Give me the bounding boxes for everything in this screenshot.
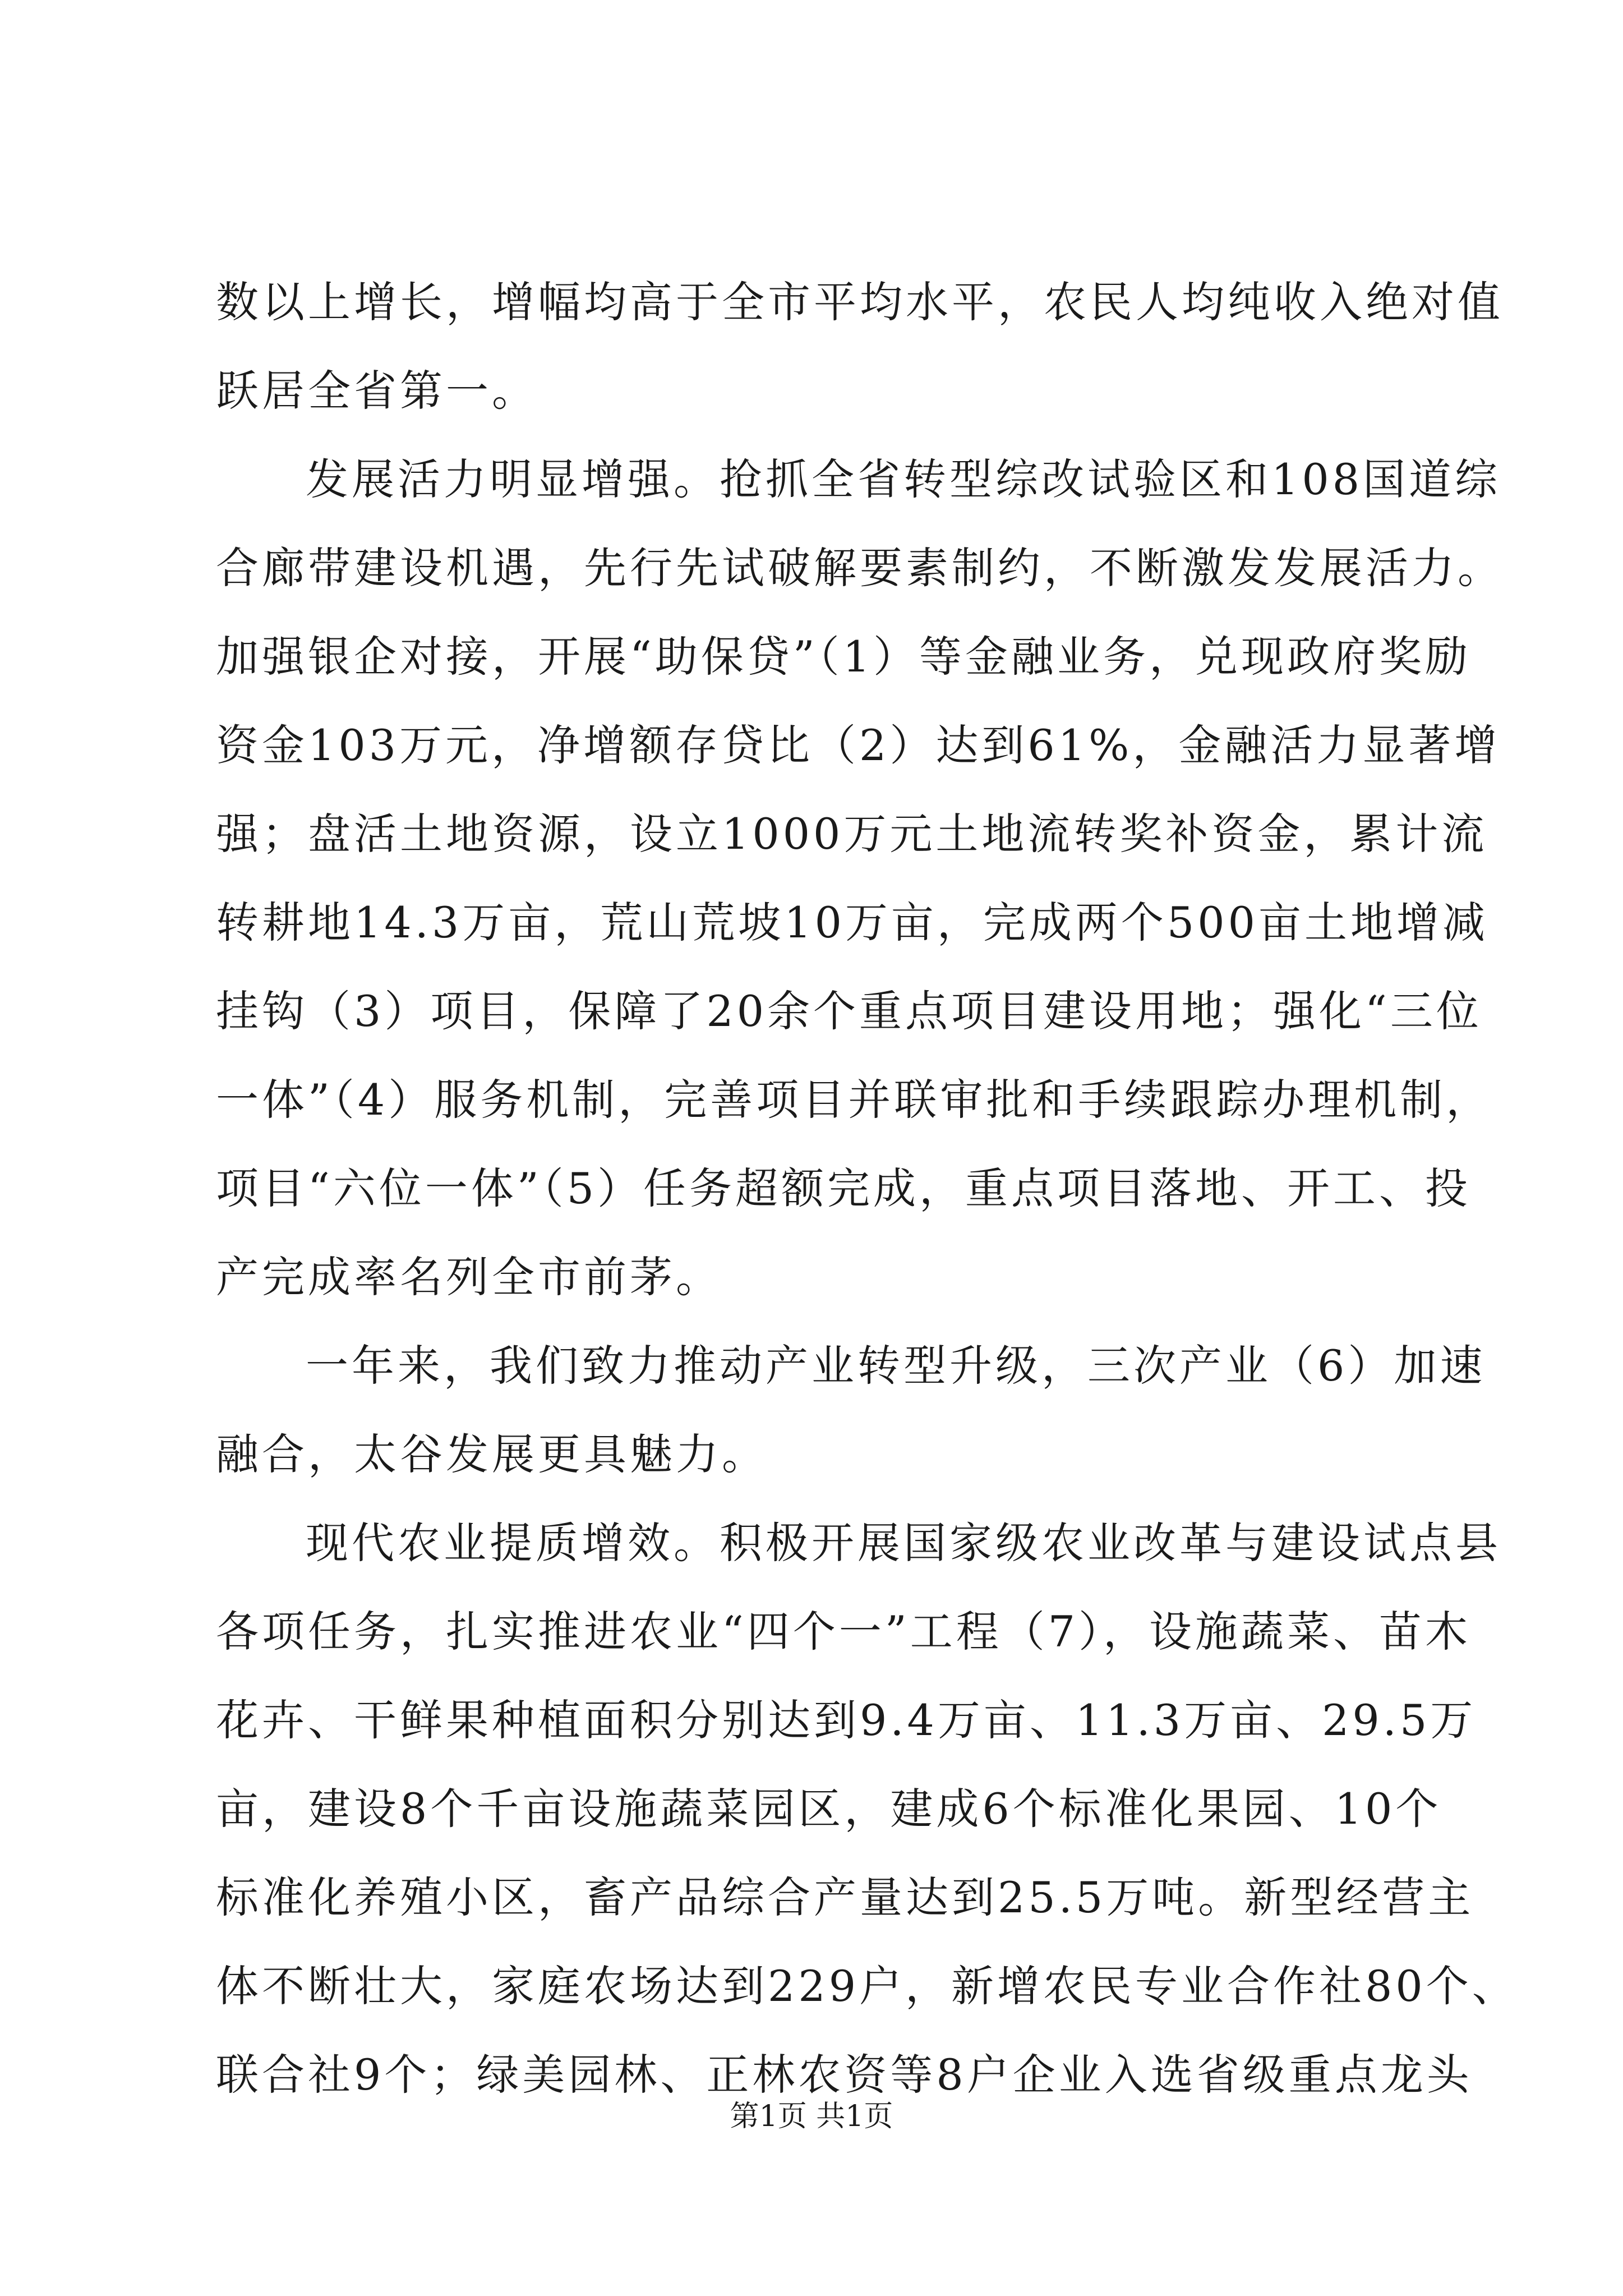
paragraph-line: 资金103万元，净增额存贷比（2）达到61%，金融活力显著增 — [216, 720, 1501, 770]
paragraph-line: 跃居全省第一。 — [216, 366, 538, 416]
paragraph-line: 项目“六位一体”（5）任务超额完成，重点项目落地、开工、投 — [216, 1163, 1472, 1213]
paragraph-line: 亩，建设8个千亩设施蔬菜园区，建成6个标准化果园、10个 — [216, 1784, 1442, 1834]
paragraph-line: 体不断壮大，家庭农场达到229户，新增农民专业合作社80个、 — [216, 1961, 1518, 2011]
paragraph-line: 标准化养殖小区，畜产品综合产量达到25.5万吨。新型经营主 — [216, 1872, 1474, 1922]
paragraph-line: 强；盘活土地资源，设立1000万元土地流转奖补资金，累计流 — [216, 809, 1488, 859]
paragraph-line: 联合社9个；绿美园林、正林农资等8户企业入选省级重点龙头 — [216, 2050, 1473, 2100]
paragraph-line: 发展活力明显增强。抢抓全省转型综改试验区和108国道综 — [306, 454, 1501, 504]
paragraph-line: 一年来，我们致力推动产业转型升级，三次产业（6）加速 — [306, 1341, 1486, 1391]
paragraph-line: 现代农业提质增效。积极开展国家级农业改革与建设试点县 — [306, 1518, 1501, 1568]
page-number-footer: 第1页 共1页 — [730, 2100, 893, 2133]
paragraph-line: 转耕地14.3万亩，荒山荒坡10万亩，完成两个500亩土地增减 — [216, 898, 1488, 947]
paragraph-line: 挂钩（3）项目，保障了20余个重点项目建设用地；强化“三位 — [216, 986, 1482, 1036]
paragraph-line: 各项任务，扎实推进农业“四个一”工程（7），设施蔬菜、苗木 — [216, 1607, 1472, 1657]
paragraph-line: 花卉、干鲜果种植面积分别达到9.4万亩、11.3万亩、29.5万 — [216, 1695, 1477, 1745]
document-body — [216, 258, 1518, 2119]
paragraph-line: 数以上增长，增幅均高于全市平均水平，农民人均纯收入绝对值 — [216, 277, 1504, 327]
paragraph-line: 加强银企对接，开展“助保贷”（1）等金融业务，兑现政府奖励 — [216, 632, 1472, 682]
paragraph-line: 合廊带建设机遇，先行先试破解要素制约，不断激发发展活力。 — [216, 543, 1504, 593]
paragraph-line: 产完成率名列全市前茅。 — [216, 1252, 722, 1302]
paragraph-line: 一体”（4）服务机制，完善项目并联审批和手续跟踪办理机制， — [216, 1075, 1492, 1125]
paragraph-line: 融合，太谷发展更具魅力。 — [216, 1429, 768, 1479]
